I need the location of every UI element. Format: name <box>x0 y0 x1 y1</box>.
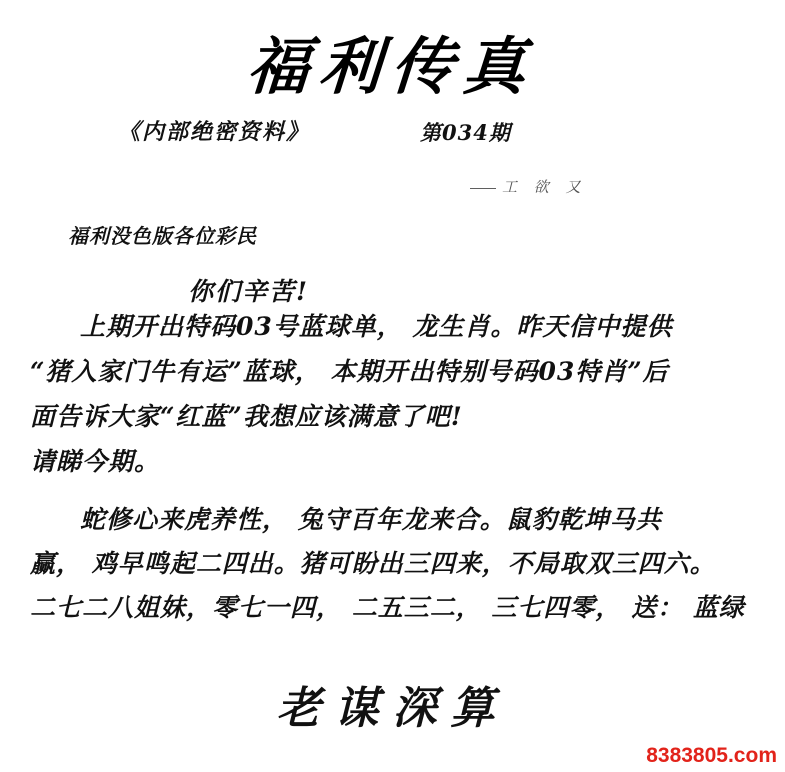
issue-number: 第034期 <box>420 120 511 146</box>
body-paragraph: “猪入家门牛有运”蓝球， 本期开出特别号码03特肖”后 <box>30 357 669 386</box>
footer-slogan: 老谋深算 <box>276 683 509 734</box>
salutation-line: 你们辛苦! <box>188 277 309 306</box>
verse-line: 二七二八姐妹，零七一四， 二五三二， 三七四零， 送： 蓝绿 <box>30 593 745 622</box>
body-text <box>30 305 760 485</box>
body-paragraph: 面告诉大家“红蓝”我想应该满意了吧! <box>30 402 463 431</box>
signature-rule <box>470 188 496 189</box>
verse-line: 赢， 鸡早鸣起二四出。猪可盼出三四来，不局取双三四六。 <box>30 549 716 578</box>
handwritten-signature <box>470 176 587 197</box>
verse-text <box>30 498 768 630</box>
subtitle-row <box>0 115 785 155</box>
verse-line: 蛇修心来虎养性， 兔守百年龙来合。鼠豹乾坤马共 <box>80 505 662 534</box>
greeting-line: 福利没色版各位彩民 <box>68 224 257 248</box>
site-watermark: 8383805.com <box>646 744 777 767</box>
body-paragraph: 请睇今期。 <box>30 447 161 476</box>
document-subtitle: 《内部绝密资料》 <box>118 119 311 146</box>
page-title: 福利传真 <box>244 30 538 103</box>
signature-text: 工 欲 又 <box>502 178 587 196</box>
body-paragraph: 上期开出特码03号蓝球单， 龙生肖。昨天信中提供 <box>80 312 673 341</box>
